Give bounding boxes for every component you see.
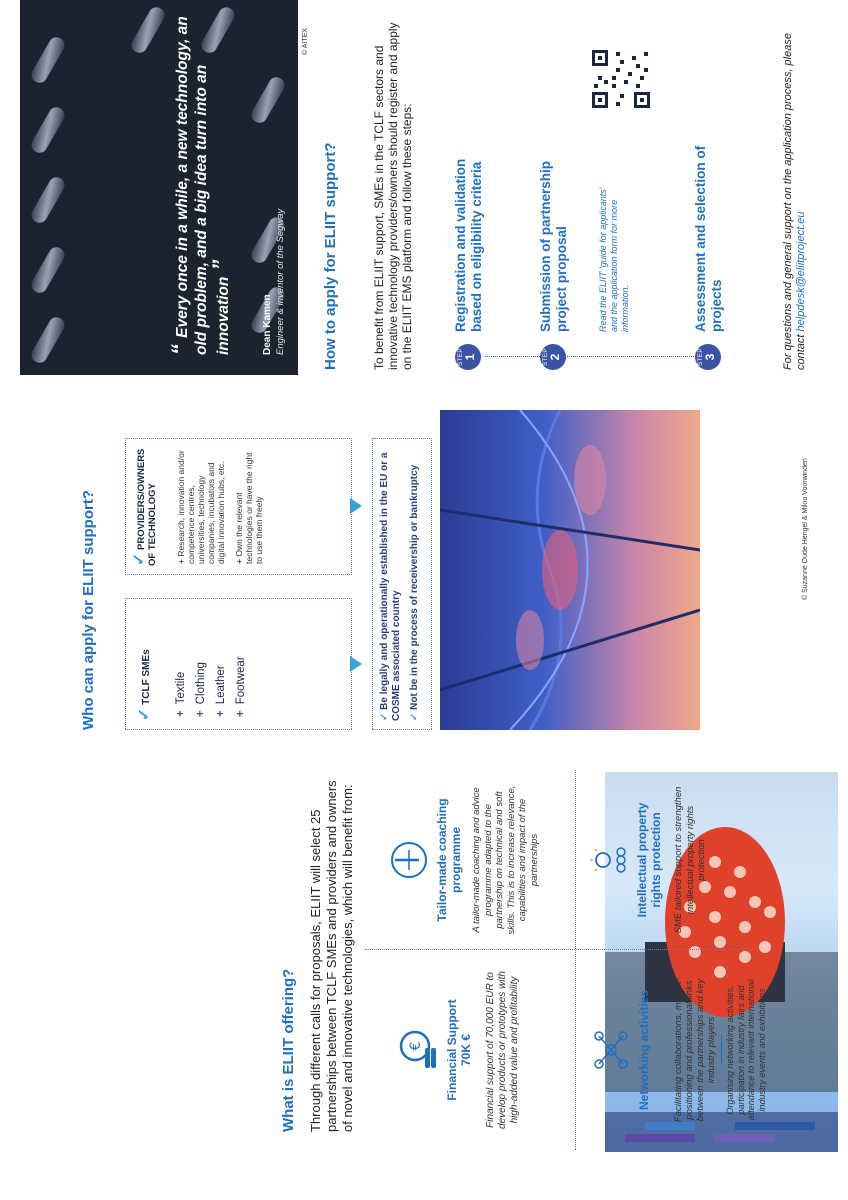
how-intro: To benefit from ELIIT support, SMEs in the TCLF sectors and innovative technology providers/owners should register and apply on the ELIIT EMS platform and follow these steps: <box>372 22 414 370</box>
fabric-photo-credit: © Suzanne Oude Hengel & Milou Voorwinden <box>802 458 809 600</box>
coaching-desc: A tailor-made coaching and advice programme adapted to the partnership on technical and soft skills. This is to increase relevance, capabilities and impact of the partnerships <box>471 785 540 935</box>
fabric-photo-drawing <box>440 410 700 730</box>
list-item: +Footwear <box>235 656 247 717</box>
list-item: +Leather <box>215 665 227 717</box>
step-3 <box>695 10 745 370</box>
providers-title: PROVIDERS/OWNERS OF TECHNOLOGY <box>136 448 158 566</box>
step-2-badge: STEP 2 <box>540 344 566 370</box>
plus-icon: + <box>175 710 187 717</box>
carbon-fiber-drawing <box>20 0 298 375</box>
arrow-down-icon <box>350 498 362 514</box>
offering-intro: Through different calls for proposals, ELIIT will select 25 partnerships between TCLF SMEs and providers and owners of novel and innovative technologies, which will benefit from: <box>308 780 355 1132</box>
step-2-title: Submission of partnership project proposal <box>538 160 569 332</box>
quote-photo <box>20 0 298 375</box>
eligibility-box <box>372 438 432 730</box>
contact-text: For questions and general support on the application process, please contact helpdesk@eliitproject.eu <box>782 33 807 370</box>
ip-protection-title: Intellectual property rights protection <box>635 802 663 918</box>
financial-support-title: Financial Support <box>445 999 459 1101</box>
plus-icon: + <box>176 556 186 564</box>
coaching-icon <box>387 838 431 882</box>
list-item: +Clothing <box>195 662 207 717</box>
ip-protection-desc: SME tailored support to strengthen intellectual property rights protection <box>673 786 707 934</box>
qr-code[interactable] <box>590 48 652 110</box>
financial-support-desc: Financial support of 70,000 EUR to develop products or prototypes with high-added value and profitability <box>485 971 520 1129</box>
check-icon: ✓ <box>379 709 390 721</box>
quote-photo-credit: © AITEX <box>302 28 309 55</box>
network-icon <box>589 1028 633 1072</box>
step-1-title: Registration and validation based on eligibility criteria <box>453 158 484 332</box>
who-heading: Who can apply for ELIIT support? <box>80 490 97 730</box>
close-quote-icon: ” <box>208 259 233 277</box>
list-item: + Research, innovation and/or competence centres, universities, technology companies, incubators and digital innovation hubs, etc. <box>176 450 226 564</box>
check-icon: ✓ <box>131 552 148 566</box>
tclf-smes-box <box>125 598 352 730</box>
plus-icon: + <box>234 556 244 564</box>
step-2 <box>540 10 640 370</box>
coins-icon <box>395 1028 439 1072</box>
financial-support-block <box>365 950 575 1150</box>
financial-support-amount: 70K € <box>459 1033 473 1067</box>
benefit-grid <box>365 770 767 1150</box>
plus-icon: + <box>215 710 227 717</box>
ip-protection-block <box>575 770 745 950</box>
eligibility-item: ✓ Be legally and operationally established in the EU or a COSME associated country <box>379 452 402 721</box>
svg-text:€: € <box>408 1041 424 1051</box>
eligibility-item: ✓ Not be in the process of receivership or bankruptcy <box>409 464 420 721</box>
step-1 <box>455 10 505 370</box>
networking-block <box>575 950 767 1150</box>
tclf-smes-title: TCLF SMEs <box>141 649 152 705</box>
tclf-list <box>171 656 251 717</box>
networking-desc-1: Facilitating collaborations, market-positioning and professional links between the partnerships and key industry players <box>673 977 717 1123</box>
step-3-title: Assessment and selection of projects <box>693 145 724 332</box>
lightbulb-icon <box>587 838 631 882</box>
open-quote-icon: “ <box>167 337 192 355</box>
offering-heading: What is ELIIT offering? <box>280 968 297 1132</box>
fabric-photo <box>440 410 700 730</box>
list-item: +Textile <box>175 671 187 717</box>
how-heading: How to apply for ELIIT support? <box>322 142 339 370</box>
quote-author-role: Engineer & inventor of the Segway <box>275 208 286 355</box>
helpdesk-email-link[interactable]: helpdesk@eliitproject.eu <box>795 211 807 332</box>
list-item: + Own the relevant technologies or have the right to use them freely <box>234 452 264 564</box>
networking-desc-2: Organising networking activities, participation in industry fairs and attendance to relevant international industry events and exhibitions <box>725 979 767 1121</box>
arrow-down-icon <box>350 656 362 672</box>
qr-code-icon <box>590 48 652 110</box>
check-icon: ✓ <box>136 707 153 721</box>
quote-text: “ Every once in a while, a new technology, an old problem, and a big idea turn into an innovation ” <box>167 16 233 355</box>
providers-box <box>125 438 352 575</box>
quote-author: Dean Kamen <box>262 294 273 355</box>
coaching-title: Tailor-made coaching programme <box>435 798 463 922</box>
networking-title: Networking activities <box>637 989 651 1111</box>
networking-separator <box>721 1035 722 1065</box>
check-icon: ✓ <box>409 709 420 721</box>
plus-icon: + <box>235 710 247 717</box>
step-2-note: Read the ELIIT 'guide for applicants' and the application form for more information. <box>598 187 630 332</box>
step-1-badge: STEP 1 <box>455 344 481 370</box>
coaching-block <box>365 770 575 950</box>
plus-icon: + <box>195 710 207 717</box>
step-3-badge: STEP 3 <box>695 344 721 370</box>
